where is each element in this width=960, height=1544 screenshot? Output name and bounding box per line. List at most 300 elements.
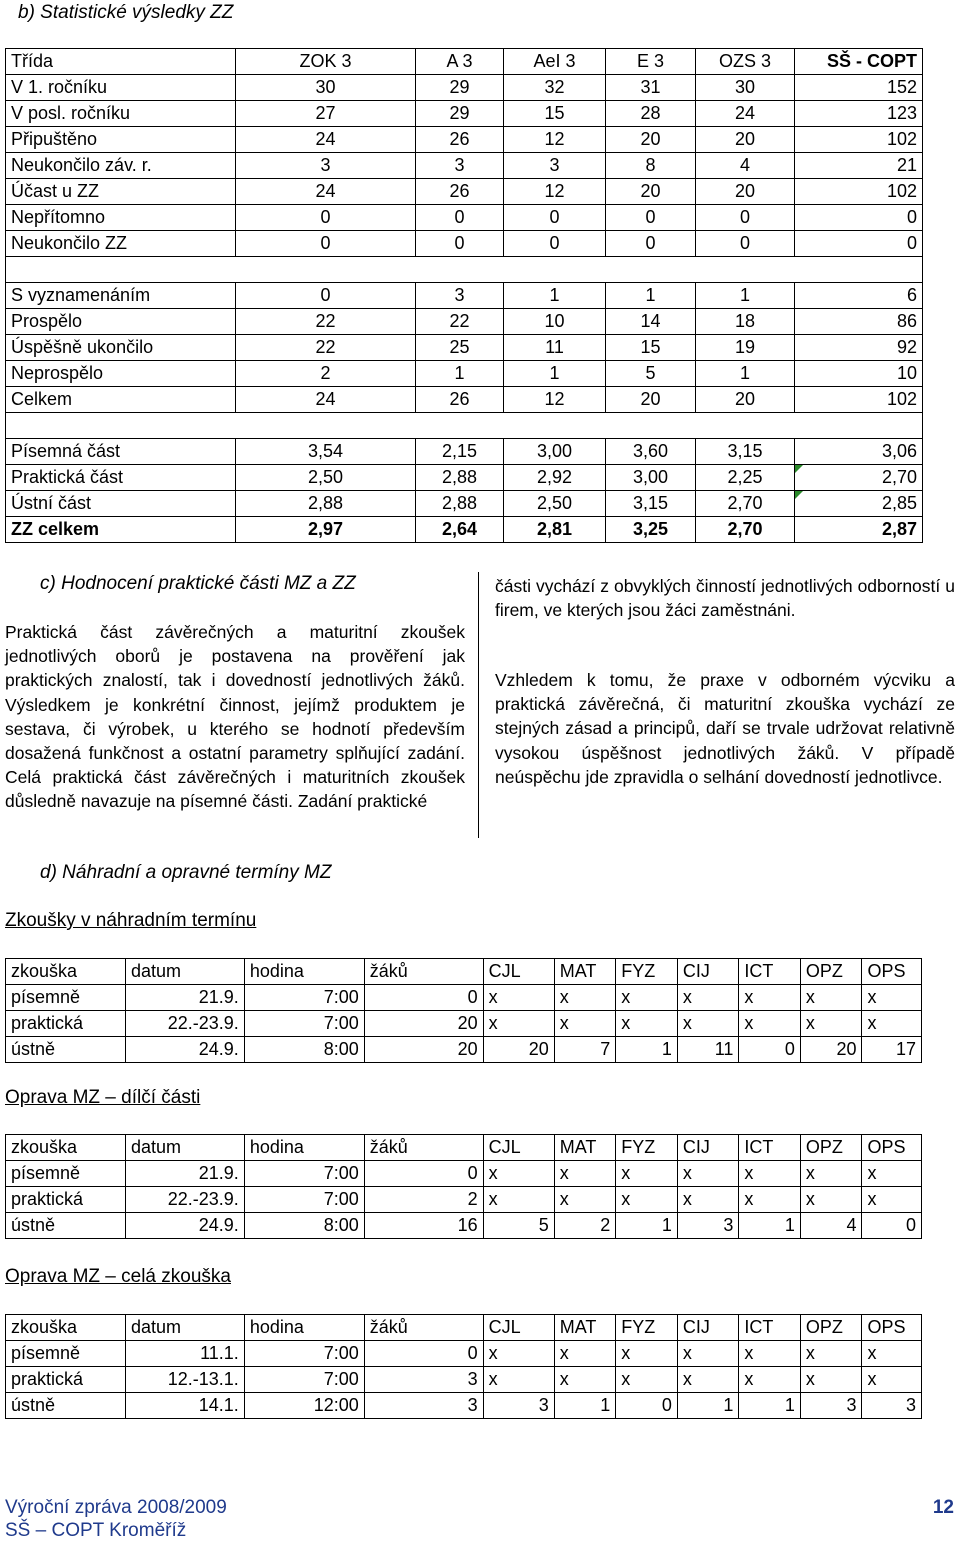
column-header: zkouška [6,1315,126,1341]
table-cell: 27 [236,101,416,127]
page-number: 12 [932,1497,954,1518]
table-cell: 20 [606,179,696,205]
column-header: MAT [554,1315,616,1341]
table-cell: 1 [504,283,606,309]
table-cell: x [616,1161,678,1187]
section-d-heading: d) Náhradní a opravné termíny MZ [40,862,332,883]
table-cell: 11 [677,1037,739,1063]
section-c-paragraph-2: části vychází z obvyklých činností jednotlivých odborností u firem, ve kterých jsou žáci zaměstnáni. [495,576,955,621]
column-header: hodina [244,959,364,985]
table-cell: 2,25 [696,465,795,491]
table-cell: AeI 3 [504,49,606,75]
table-cell: 4 [696,153,795,179]
table-cell: 12.-13.1. [125,1367,244,1393]
table-row [6,387,923,413]
table-cell: 1 [696,361,795,387]
table-row [6,1161,922,1187]
table-row [6,75,923,101]
table-cell: 20 [483,1037,554,1063]
table-cell: x [862,1011,922,1037]
table-cell: 30 [236,75,416,101]
table-cell: 24.9. [125,1213,244,1239]
table-cell: 2,70 [795,465,923,491]
table-cell: 0 [504,231,606,257]
table-cell: 3,60 [606,439,696,465]
table-cell: ústně [6,1393,126,1419]
table-cell: x [739,985,801,1011]
table-cell: 92 [795,335,923,361]
row-label: Úspěšně ukončilo [6,335,236,361]
table-cell: 1 [739,1393,801,1419]
column-header: FYZ [616,959,678,985]
table-cell: 24 [696,101,795,127]
table-cell: 12 [504,127,606,153]
table-row [6,153,923,179]
table-cell: x [483,1187,554,1213]
table-cell: x [800,1187,862,1213]
table-cell: 26 [416,387,504,413]
table-cell: 3,06 [795,439,923,465]
column-header: datum [125,959,244,985]
column-header: FYZ [616,1315,678,1341]
column-header: CIJ [677,1315,739,1341]
table-cell: 22 [236,309,416,335]
table-cell: x [800,985,862,1011]
table-cell: 5 [483,1213,554,1239]
table-cell: 3 [504,153,606,179]
table-cell: 0 [364,1341,483,1367]
table-cell: 20 [606,387,696,413]
table-cell: 11 [504,335,606,361]
table-cell: x [677,1341,739,1367]
table-cell: 8:00 [244,1213,364,1239]
column-header: hodina [244,1135,364,1161]
column-header: ICT [739,1135,801,1161]
table-cell: 19 [696,335,795,361]
section-b-heading: b) Statistické výsledky ZZ [18,2,234,23]
table-cell: 17 [862,1037,922,1063]
table-cell: x [554,1187,616,1213]
table-cell: 3,15 [606,491,696,517]
table-cell: 22 [236,335,416,361]
row-label: V posl. ročníku [6,101,236,127]
table-cell: 0 [696,205,795,231]
table-cell: 21.9. [125,985,244,1011]
table-cell: 12 [504,387,606,413]
table-cell: SŠ - COPT [795,49,923,75]
statistics-table [5,48,923,543]
table-cell: 2,81 [504,517,606,543]
table-cell: praktická [6,1011,126,1037]
table-cell: 0 [739,1037,801,1063]
column-header: ICT [739,959,801,985]
row-label: Celkem [6,387,236,413]
table-cell: 3 [416,153,504,179]
table-cell: 1 [739,1213,801,1239]
comment-marker-icon [795,465,803,473]
table-cell: x [800,1161,862,1187]
table-row [6,439,923,465]
table-cell: 2 [236,361,416,387]
table-cell: 26 [416,179,504,205]
table-cell: 3,00 [606,465,696,491]
column-header: žáků [364,1135,483,1161]
table-cell: 7:00 [244,1367,364,1393]
column-header: CIJ [677,959,739,985]
table-cell: 1 [554,1393,616,1419]
table-cell: x [800,1011,862,1037]
table-cell: 0 [606,231,696,257]
table-row [6,335,923,361]
table-cell: 20 [364,1011,483,1037]
table-cell: 1 [416,361,504,387]
table-cell: 1 [696,283,795,309]
table-row [6,1341,922,1367]
row-label: ZZ celkem [6,517,236,543]
footer-school-name: SŠ – COPT Kroměříž [5,1520,187,1541]
table-row [6,517,923,543]
table-cell: 11.1. [125,1341,244,1367]
table-cell: 1 [616,1037,678,1063]
table-cell: 0 [862,1213,922,1239]
table-row [6,985,922,1011]
table-row [6,1037,922,1063]
table-cell: 0 [696,231,795,257]
table-cell: x [739,1011,801,1037]
table-row [6,1367,922,1393]
table-cell: praktická [6,1187,126,1213]
column-header: CJL [483,1315,554,1341]
column-header: OPZ [800,1315,862,1341]
table-row [6,361,923,387]
table-cell: x [862,1367,922,1393]
column-header: CIJ [677,1135,739,1161]
table-cell: 0 [616,1393,678,1419]
table-cell: x [677,1187,739,1213]
table-cell: 22.-23.9. [125,1011,244,1037]
table-cell: x [554,985,616,1011]
table-row [6,309,923,335]
row-label: Připuštěno [6,127,236,153]
table-cell: 29 [416,101,504,127]
table-cell: x [554,1341,616,1367]
table-cell: 7:00 [244,1161,364,1187]
table-cell: 123 [795,101,923,127]
column-header: OPS [862,959,922,985]
table-cell: 0 [795,231,923,257]
table-cell: OZS 3 [696,49,795,75]
table-row [6,205,923,231]
table-cell: 1 [677,1393,739,1419]
table-cell: 24 [236,127,416,153]
table-cell: x [677,1367,739,1393]
table-cell: 12 [504,179,606,205]
table-cell: 5 [606,361,696,387]
comment-marker-icon [795,491,803,499]
table-cell: 30 [696,75,795,101]
spacer-row [6,413,923,439]
table-cell: 32 [504,75,606,101]
table-cell: 2,87 [795,517,923,543]
table-cell: 2,92 [504,465,606,491]
table-row [6,101,923,127]
column-header: MAT [554,959,616,985]
table-cell: 7:00 [244,1187,364,1213]
table-row [6,231,923,257]
table-cell: x [483,1011,554,1037]
table-cell: 8:00 [244,1037,364,1063]
table-cell: x [483,1161,554,1187]
table-cell: x [616,1367,678,1393]
table-cell: x [483,1367,554,1393]
table-cell: 2,15 [416,439,504,465]
column-header: hodina [244,1315,364,1341]
table-cell: 24 [236,387,416,413]
table-cell: 20 [696,179,795,205]
table-cell: 15 [606,335,696,361]
table-cell: písemně [6,1161,126,1187]
exam-block-title: Oprava MZ – dílčí části [5,1087,201,1108]
row-label: Nepřítomno [6,205,236,231]
table-row [6,1187,922,1213]
table-cell: 2,88 [416,491,504,517]
table-cell: 10 [504,309,606,335]
table-row [6,1213,922,1239]
column-header: MAT [554,1135,616,1161]
row-label: V 1. ročníku [6,75,236,101]
table-row [6,465,923,491]
table-cell: 2,50 [236,465,416,491]
column-header: datum [125,1315,244,1341]
table-cell: 0 [504,205,606,231]
row-label: Neukončilo záv. r. [6,153,236,179]
table-cell: 0 [236,283,416,309]
spacer-cell [6,257,923,283]
table-row [6,179,923,205]
table-cell: 0 [416,205,504,231]
table-cell: 0 [416,231,504,257]
table-row [6,1393,922,1419]
table-row [6,283,923,309]
table-cell: 7:00 [244,1011,364,1037]
column-header: CJL [483,1135,554,1161]
table-cell: 15 [504,101,606,127]
table-cell: 22.-23.9. [125,1187,244,1213]
table-cell: písemně [6,1341,126,1367]
column-header: CJL [483,959,554,985]
table-cell: 28 [606,101,696,127]
table-cell: 4 [800,1213,862,1239]
table-cell: x [554,1011,616,1037]
row-label: Neprospělo [6,361,236,387]
column-header: FYZ [616,1135,678,1161]
table-cell: x [862,1161,922,1187]
table-cell: x [862,985,922,1011]
table-header-row [6,1315,922,1341]
table-cell: 24 [236,179,416,205]
table-cell: 24.9. [125,1037,244,1063]
column-header: OPZ [800,959,862,985]
exam-block-title: Zkoušky v náhradním termínu [5,910,257,931]
table-cell: 1 [606,283,696,309]
table-cell: 2,85 [795,491,923,517]
table-cell: 2,50 [504,491,606,517]
table-cell: 29 [416,75,504,101]
table-cell: 31 [606,75,696,101]
table-cell: 3 [416,283,504,309]
table-cell: 86 [795,309,923,335]
table-cell: x [862,1187,922,1213]
table-cell: 2,70 [696,517,795,543]
replacement-exam-table [5,958,922,1063]
row-label: Neukončilo ZZ [6,231,236,257]
column-header: ICT [739,1315,801,1341]
row-label: Praktická část [6,465,236,491]
table-cell: x [800,1341,862,1367]
table-cell: 1 [504,361,606,387]
table-cell: 7:00 [244,985,364,1011]
table-cell: praktická [6,1367,126,1393]
spacer-cell [6,413,923,439]
table-cell: x [616,1341,678,1367]
section-c-heading: c) Hodnocení praktické části MZ a ZZ [40,573,356,594]
table-cell: 3,54 [236,439,416,465]
table-cell: A 3 [416,49,504,75]
table-cell: 18 [696,309,795,335]
table-cell: x [677,985,739,1011]
partial-retake-table [5,1134,922,1239]
table-cell: x [483,1341,554,1367]
table-cell: 20 [364,1037,483,1063]
table-cell: 3,00 [504,439,606,465]
table-cell: 2,64 [416,517,504,543]
table-header-row [6,1135,922,1161]
table-cell: x [739,1187,801,1213]
table-cell: x [554,1367,616,1393]
table-row [6,127,923,153]
table-cell: 25 [416,335,504,361]
table-cell: 102 [795,179,923,205]
table-cell: 2,70 [696,491,795,517]
table-cell: 20 [696,387,795,413]
table-cell: 1 [616,1213,678,1239]
table-cell: 2 [364,1187,483,1213]
row-label: Písemná část [6,439,236,465]
row-label: S vyznamenáním [6,283,236,309]
table-cell: 3,15 [696,439,795,465]
table-cell: 20 [606,127,696,153]
table-cell: 20 [800,1037,862,1063]
table-cell: 3 [364,1367,483,1393]
table-cell: 12:00 [244,1393,364,1419]
table-cell: 0 [364,985,483,1011]
table-cell: 21.9. [125,1161,244,1187]
table-cell: x [677,1161,739,1187]
table-cell: x [483,985,554,1011]
table-cell: 102 [795,127,923,153]
table-cell: ústně [6,1037,126,1063]
table-cell: 10 [795,361,923,387]
table-cell: 7:00 [244,1341,364,1367]
table-cell: E 3 [606,49,696,75]
row-label: Třída [6,49,236,75]
section-c-paragraph-1: Praktická část závěrečných a maturitní zkoušek jednotlivých oborů je postavena na prověření jak praktických znalostí, tak i dovedností jednotlivých žáků. Výsledkem je konkrétní činnost, jejímž produktem je sestava, či výrobek, u kterého se hodnotí především dosažená funkčnost a ostatní parametry splňující zadání. Celá praktická část závěrečných i maturitních zkoušek důsledně navazuje na písemné části. Zadání praktické [5,622,465,812]
table-cell: x [739,1367,801,1393]
table-cell: 3,25 [606,517,696,543]
table-cell: x [616,1187,678,1213]
table-cell: 152 [795,75,923,101]
table-cell: 3 [800,1393,862,1419]
table-cell: 22 [416,309,504,335]
column-header: zkouška [6,959,126,985]
row-label: Prospělo [6,309,236,335]
table-cell: 2,97 [236,517,416,543]
table-cell: 3 [862,1393,922,1419]
column-divider [478,572,479,838]
table-cell: 2,88 [416,465,504,491]
table-cell: 2,88 [236,491,416,517]
exam-block-title: Oprava MZ – celá zkouška [5,1266,231,1287]
table-header-row [6,959,922,985]
table-cell: 102 [795,387,923,413]
table-cell: x [554,1161,616,1187]
table-cell: 6 [795,283,923,309]
table-cell: x [739,1341,801,1367]
table-cell: 7 [554,1037,616,1063]
table-cell: 14.1. [125,1393,244,1419]
table-cell: 3 [677,1213,739,1239]
column-header: OPS [862,1315,922,1341]
column-header: žáků [364,1315,483,1341]
table-cell: x [616,1011,678,1037]
table-cell: x [800,1367,862,1393]
table-cell: písemně [6,985,126,1011]
table-cell: x [862,1341,922,1367]
table-cell: ZOK 3 [236,49,416,75]
table-row [6,1011,922,1037]
row-label: Účast u ZZ [6,179,236,205]
table-cell: 16 [364,1213,483,1239]
table-cell: 20 [696,127,795,153]
column-header: zkouška [6,1135,126,1161]
table-cell: 0 [236,205,416,231]
table-row [6,49,923,75]
table-cell: 8 [606,153,696,179]
section-c-paragraph-3: Vzhledem k tomu, že praxe v odborném výcviku a praktická závěrečná, či maturitní zkouška vychází ze stejných zásad a principů, daří se trvale udržovat relativně vysokou úspěšnost jednotlivých žáků. V případě neúspěchu jde zpravidla o selhání dovedností jednotlivce. [495,670,955,787]
table-cell: 0 [795,205,923,231]
table-cell: ústně [6,1213,126,1239]
table-row [6,491,923,517]
table-cell: x [677,1011,739,1037]
table-cell: 3 [236,153,416,179]
table-cell: 0 [606,205,696,231]
table-cell: 0 [364,1161,483,1187]
column-header: žáků [364,959,483,985]
table-cell: x [616,985,678,1011]
column-header: OPS [862,1135,922,1161]
spacer-row [6,257,923,283]
table-cell: 14 [606,309,696,335]
table-cell: 3 [364,1393,483,1419]
table-cell: 2 [554,1213,616,1239]
footer-report-title: Výroční zpráva 2008/2009 [5,1497,227,1518]
table-cell: x [739,1161,801,1187]
row-label: Ústní část [6,491,236,517]
table-cell: 3 [483,1393,554,1419]
column-header: OPZ [800,1135,862,1161]
table-cell: 26 [416,127,504,153]
full-retake-table [5,1314,922,1419]
